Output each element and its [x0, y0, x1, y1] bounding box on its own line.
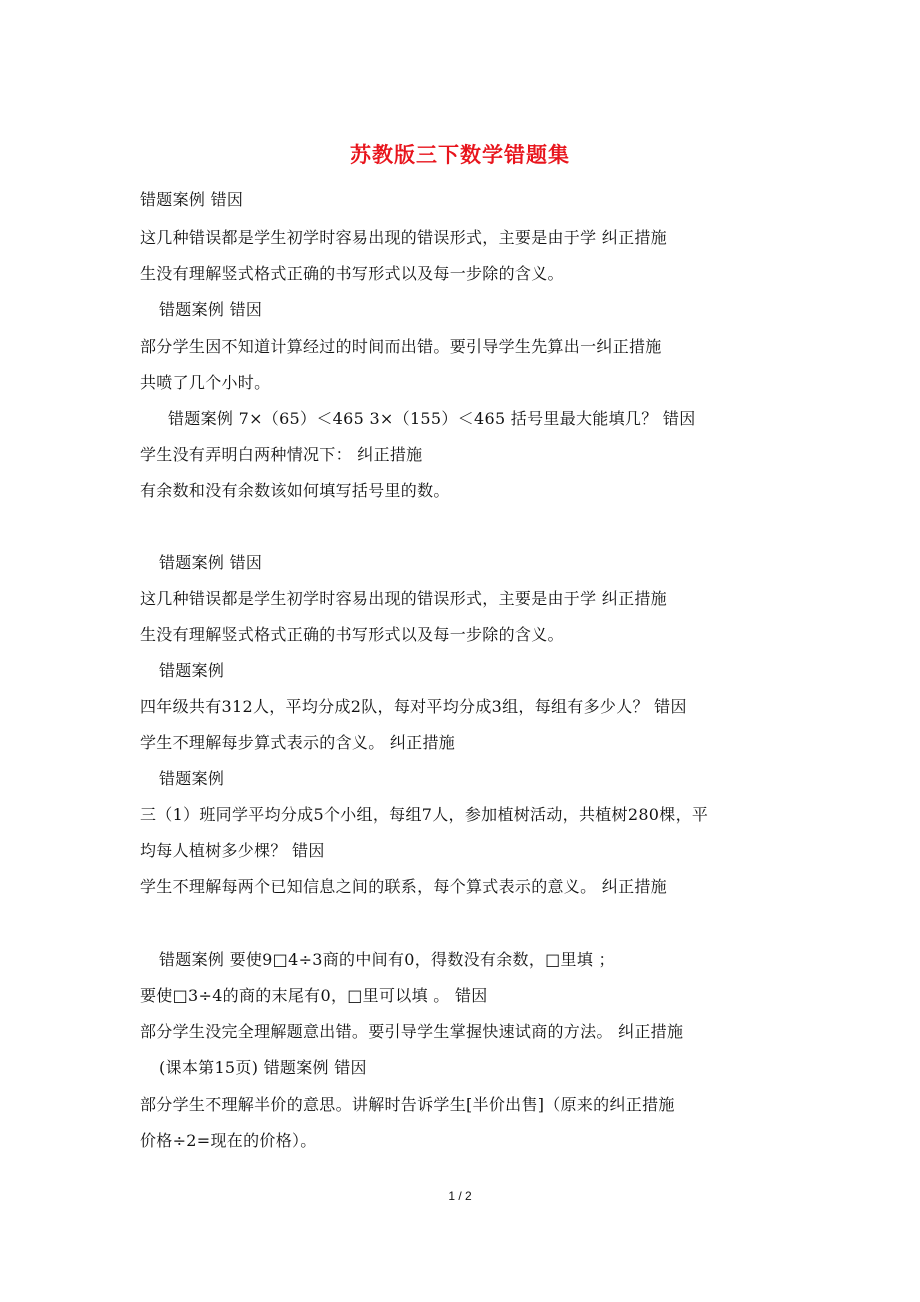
document-title: 苏教版三下数学错题集 — [350, 142, 570, 167]
text-line: 共喷了几个小时。 — [140, 373, 271, 392]
text-line: 学生没有弄明白两种情况下： 纠正措施 — [140, 445, 423, 464]
text-line: 部分学生不理解半价的意思。讲解时告诉学生[半价出售]（原来的纠正措施 — [140, 1095, 675, 1114]
page-number: 1 / 2 — [448, 1189, 472, 1203]
text-line: 三（1）班同学平均分成5个小组，每组7人，参加植树活动，共植树280棵，平 — [140, 805, 709, 824]
text-line: 错题案例 要使9□4÷3商的中间有0，得数没有余数，□里填 ； — [159, 950, 615, 969]
text-line: 均每人植树多少棵？ 错因 — [140, 841, 325, 860]
text-line: 有余数和没有余数该如何填写括号里的数。 — [140, 481, 450, 500]
text-line: 学生不理解每步算式表示的含义。 纠正措施 — [140, 733, 456, 752]
text-line: 这几种错误都是学生初学时容易出现的错误形式，主要是由于学 纠正措施 — [140, 589, 667, 608]
text-line: 错题案例 错因 — [159, 553, 263, 572]
text-line: 学生不理解每两个已知信息之间的联系，每个算式表示的意义。 纠正措施 — [140, 877, 667, 896]
text-line: 要使□3÷4的商的末尾有0，□里可以填 。 错因 — [140, 986, 488, 1005]
text-line: 这几种错误都是学生初学时容易出现的错误形式，主要是由于学 纠正措施 — [140, 228, 667, 247]
text-line: 错题案例 7×（65）＜465 3×（155）＜465 括号里最大能填几？ 错因 — [168, 409, 696, 428]
text-line: 生没有理解竖式格式正确的书写形式以及每一步除的含义。 — [140, 625, 564, 644]
text-line: 错题案例 — [159, 769, 225, 788]
text-line: (课本第15页) 错题案例 错因 — [159, 1058, 367, 1077]
text-line: 部分学生因不知道计算经过的时间而出错。要引导学生先算出一纠正措施 — [140, 337, 662, 356]
text-line: 错题案例 — [159, 661, 225, 680]
text-line: 错题案例 错因 — [159, 300, 263, 319]
text-line: 价格÷2=现在的价格）。 — [140, 1131, 317, 1150]
text-line: 生没有理解竖式格式正确的书写形式以及每一步除的含义。 — [140, 264, 564, 283]
text-line: 部分学生没完全理解题意出错。要引导学生掌握快速试商的方法。 纠正措施 — [140, 1022, 684, 1041]
text-line: 错题案例 错因 — [140, 190, 244, 209]
text-line: 四年级共有312人，平均分成2队，每对平均分成3组，每组有多少人？ 错因 — [140, 697, 687, 716]
